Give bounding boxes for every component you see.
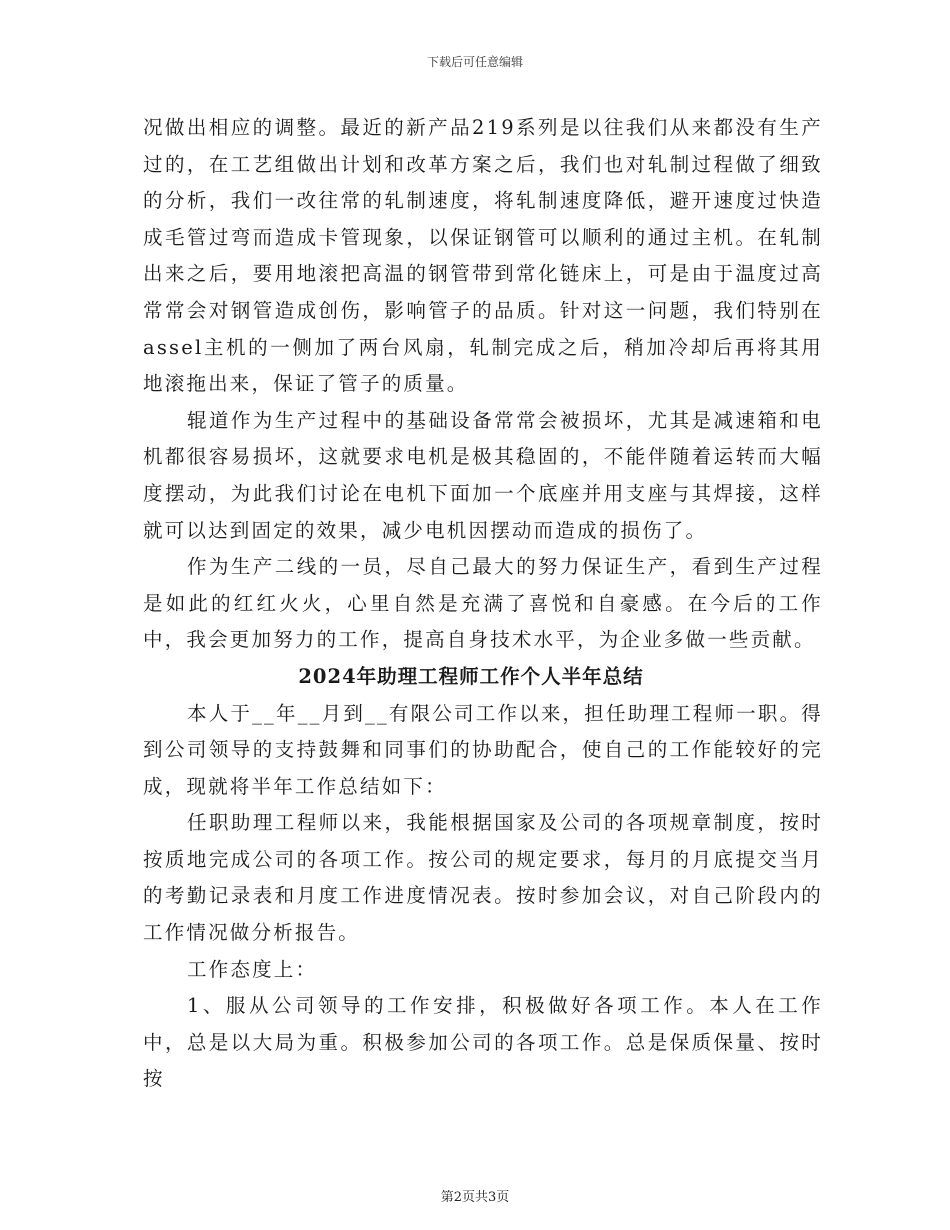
paragraph-attitude-item-1: 1、服从公司领导的工作安排，积极做好各项工作。本人在工作中，总是以大局为重。积极参加公司的各项工作。总是保质保量、按时按 (143, 994, 823, 1091)
document-body (143, 110, 823, 1098)
page-number: 第2页共3页 (440, 1190, 510, 1205)
paragraph-duties: 任职助理工程师以来，我能根据国家及公司的各项规章制度，按时按质地完成公司的各项工作。按公司的规定要求，每月的月底提交当月的考勤记录表和月度工作进度情况表。按时参加会议，对自己阶段内的工作情况做分析报告。 (143, 811, 823, 945)
paragraph-attitude-heading: 工作态度上： (187, 957, 318, 981)
paragraph-continuation: 况做出相应的调整。最近的新产品219系列是以往我们从来都没有生产过的，在工艺组做出计划和改革方案之后，我们也对轧制过程做了细致的分析，我们一改往常的轧制速度，将轧制速度降低，避开速度过快造成毛管过弯而造成卡管现象，以保证钢管可以顺利的通过主机。在轧制出来之后，要用地滚把高温的钢管带到常化链床上，可是由于温度过高常常会对钢管造成创伤，影响管子的品质。针对这一问题，我们特别在assel主机的一侧加了两台风扇，轧制完成之后，稍加冷却后再将其用地滚拖出来，保证了管子的质量。 (143, 116, 823, 396)
section-title: 2024年助理工程师工作个人半年总结 (298, 664, 644, 688)
header-note: 下载后可任意编辑 (426, 55, 523, 69)
paragraph-intro: 本人于__年__月到__有限公司工作以来，担任助理工程师一职。得到公司领导的支持鼓舞和同事们的协助配合，使自己的工作能较好的完成，现就将半年工作总结如下： (143, 701, 823, 798)
paragraph-conclusion: 作为生产二线的一员，尽自己最大的努力保证生产，看到生产过程是如此的红红火火，心里自然是充满了喜悦和自豪感。在今后的工作中，我会更加努力的工作，提高自身技术水平，为企业多做一些贡献。 (143, 555, 823, 652)
paragraph-roller-equipment: 辊道作为生产过程中的基础设备常常会被损坏，尤其是减速箱和电机都很容易损坏，这就要求电机是极其稳固的，不能伴随着运转而大幅度摆动，为此我们讨论在电机下面加一个底座并用支座与其焊接，这样就可以达到固定的效果，减少电机因摆动而造成的损伤了。 (143, 408, 823, 542)
